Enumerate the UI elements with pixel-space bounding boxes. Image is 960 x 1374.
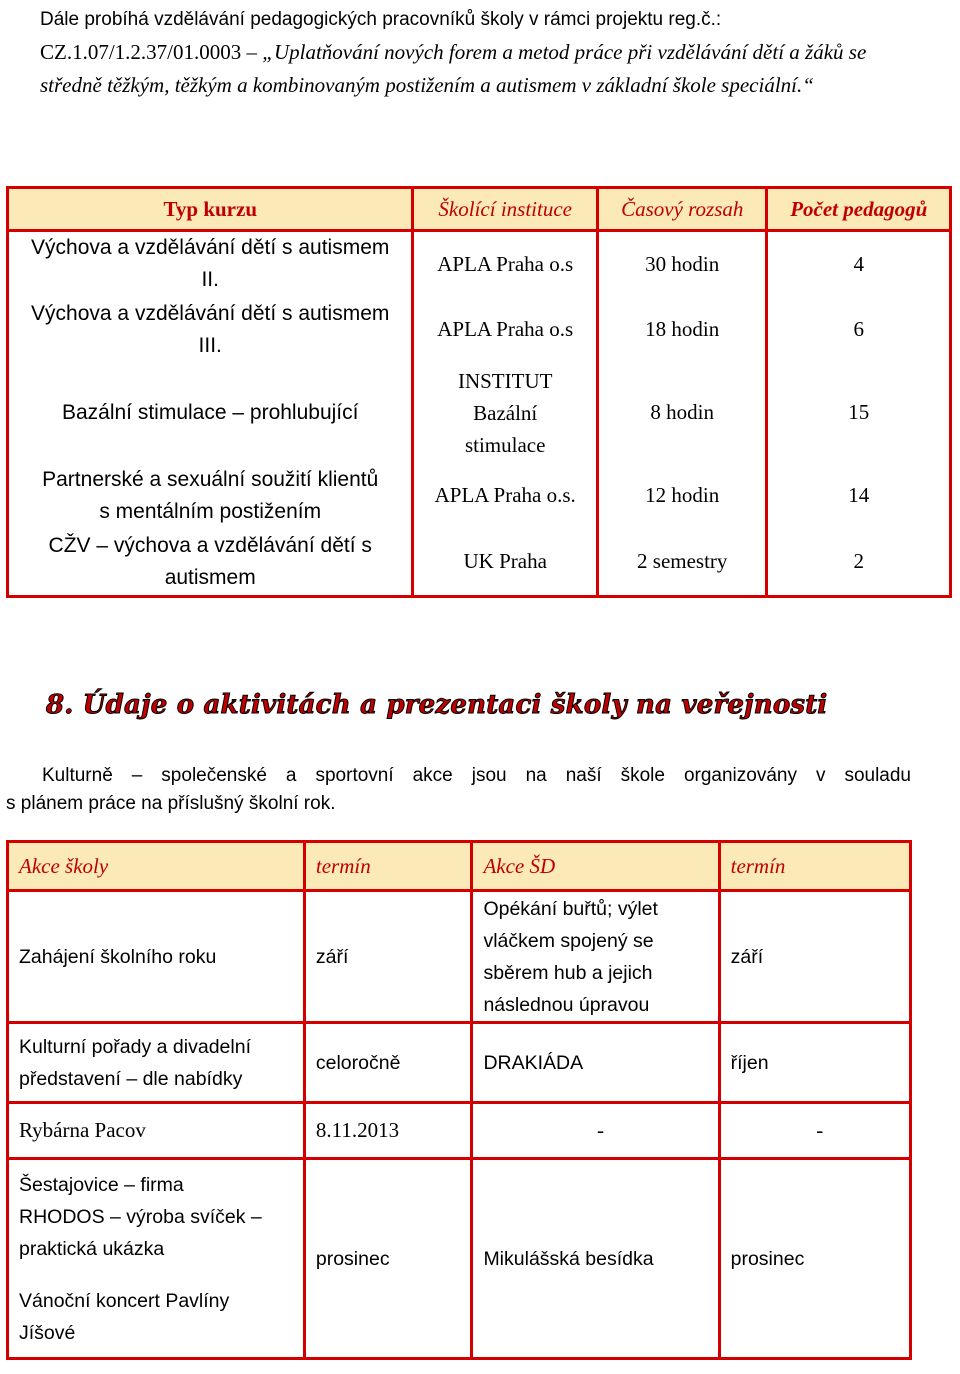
course-duration: 12 hodin xyxy=(597,463,767,529)
course-institution: APLA Praha o.s xyxy=(413,297,598,363)
activity-term2: září xyxy=(719,891,910,1023)
activity-sd: Opékání buřtů; výlet vláčkem spojený se sběrem hub a jejich následnou úpravou xyxy=(472,891,719,1023)
project-code: CZ.1.07/1.2.37/01.0003 – xyxy=(40,40,263,64)
activity-term2: říjen xyxy=(719,1023,910,1103)
course-count: 2 xyxy=(767,529,951,597)
activities-intro-line1: Kulturně – společenské a sportovní akce jsou na naší škole organizovány v souladu xyxy=(42,765,911,786)
activity-school: Šestajovice – firma RHODOS – výroba svíček – praktická ukázka Vánoční koncert Pavlíny Jíšové xyxy=(8,1159,305,1359)
courses-header-institution: Školící instituce xyxy=(413,188,598,231)
section-heading: 8. Údaje o aktivitách a prezentaci školy na veřejnosti xyxy=(46,690,828,720)
project-title: „Uplatňování nových forem a metod práce při vzdělávání dětí a žáků se středně těžkým, těžkým a kombinovaným postižením a autismem v základní škole speciální.“ xyxy=(40,40,867,97)
course-institution: APLA Praha o.s xyxy=(413,231,598,297)
activity-school: Kulturní pořady a divadelní představení – dle nabídky xyxy=(8,1023,305,1103)
activity-term1: 8.11.2013 xyxy=(304,1103,472,1159)
activity-row xyxy=(8,1023,911,1103)
course-duration: 18 hodin xyxy=(597,297,767,363)
course-count: 14 xyxy=(767,463,951,529)
activity-sd: Mikulášská besídka xyxy=(472,1159,719,1359)
activities-header-sd: Akce ŠD xyxy=(472,842,719,891)
activity-sd: - xyxy=(472,1103,719,1159)
course-duration: 2 semestry xyxy=(597,529,767,597)
courses-header-count: Počet pedagogů xyxy=(767,188,951,231)
course-type: Partnerské a sexuální soužití klientů s mentálním postižením xyxy=(8,463,413,529)
course-row xyxy=(8,463,951,529)
course-duration: 8 hodin xyxy=(597,363,767,463)
course-institution: APLA Praha o.s. xyxy=(413,463,598,529)
activity-row xyxy=(8,1103,911,1159)
activities-intro xyxy=(6,762,911,818)
courses-header-row xyxy=(8,188,951,231)
course-row xyxy=(8,297,951,363)
activities-header-row xyxy=(8,842,911,891)
activity-row xyxy=(8,891,911,1023)
activities-intro-line2: s plánem práce na příslušný školní rok. xyxy=(6,793,336,814)
course-row xyxy=(8,363,951,463)
activity-school: Rybárna Pacov xyxy=(8,1103,305,1159)
activities-header-term2: termín xyxy=(719,842,910,891)
activity-term2: - xyxy=(719,1103,910,1159)
course-row xyxy=(8,231,951,297)
activity-sd: DRAKIÁDA xyxy=(472,1023,719,1103)
course-type: Bazální stimulace – prohlubující xyxy=(8,363,413,463)
activity-row xyxy=(8,1159,911,1359)
intro-paragraph xyxy=(40,2,920,102)
course-type: Výchova a vzdělávání dětí s autismem II. xyxy=(8,231,413,297)
course-type: Výchova a vzdělávání dětí s autismem III. xyxy=(8,297,413,363)
activities-header-school: Akce školy xyxy=(8,842,305,891)
course-row xyxy=(8,529,951,597)
course-institution: INSTITUT Bazální stimulace xyxy=(413,363,598,463)
intro-lead: Dále probíhá vzdělávání pedagogických pracovníků školy v rámci projektu reg.č.: xyxy=(40,9,722,30)
activity-term1: celoročně xyxy=(304,1023,472,1103)
activities-table xyxy=(6,840,912,1360)
course-count: 4 xyxy=(767,231,951,297)
activities-header-term1: termín xyxy=(304,842,472,891)
course-count: 15 xyxy=(767,363,951,463)
courses-table xyxy=(6,186,952,598)
courses-header-duration: Časový rozsah xyxy=(597,188,767,231)
course-count: 6 xyxy=(767,297,951,363)
course-duration: 30 hodin xyxy=(597,231,767,297)
course-institution: UK Praha xyxy=(413,529,598,597)
course-type: CŽV – výchova a vzdělávání dětí s autismem xyxy=(8,529,413,597)
activity-term2: prosinec xyxy=(719,1159,910,1359)
courses-header-type: Typ kurzu xyxy=(8,188,413,231)
activity-school: Zahájení školního roku xyxy=(8,891,305,1023)
activity-term1: prosinec xyxy=(304,1159,472,1359)
activity-term1: září xyxy=(304,891,472,1023)
